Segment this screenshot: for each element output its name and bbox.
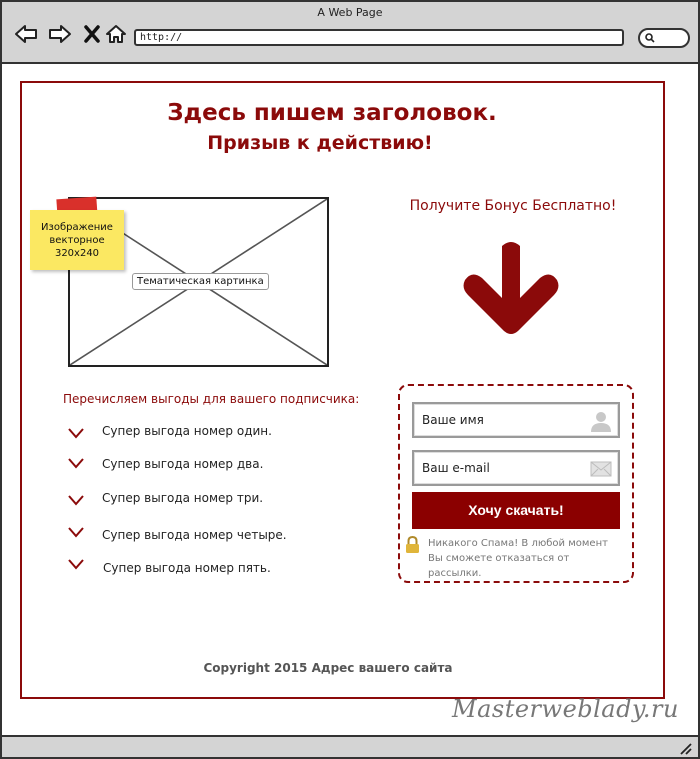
image-caption: Тематическая картинка bbox=[132, 273, 269, 290]
download-button[interactable]: Хочу скачать! bbox=[412, 492, 620, 529]
resize-handle-icon[interactable] bbox=[678, 741, 692, 755]
name-input-placeholder: Ваше имя bbox=[422, 413, 484, 427]
envelope-icon bbox=[590, 458, 612, 480]
watermark: Masterweblady.ru bbox=[452, 695, 679, 723]
sticky-note-line: 320x240 bbox=[54, 248, 100, 259]
email-input-placeholder: Ваш e-mail bbox=[422, 461, 490, 475]
name-input[interactable] bbox=[412, 402, 620, 438]
chevron-down-icon bbox=[68, 457, 84, 469]
sticky-note-line: векторное bbox=[49, 235, 105, 246]
benefit-label: Супер выгода номер четыре. bbox=[102, 528, 287, 542]
benefit-label: Супер выгода номер один. bbox=[102, 424, 272, 438]
home-icon[interactable] bbox=[104, 24, 128, 44]
forward-arrow-icon[interactable] bbox=[48, 24, 72, 44]
email-input[interactable] bbox=[412, 450, 620, 486]
sticky-note-line: Изображение bbox=[41, 222, 113, 233]
chevron-down-icon bbox=[68, 494, 84, 506]
benefit-label: Супер выгода номер пять. bbox=[103, 561, 271, 575]
copyright-text: Copyright 2015 Адрес вашего сайта bbox=[203, 661, 453, 675]
bonus-title: Получите Бонус Бесплатно! bbox=[409, 198, 617, 214]
chevron-down-icon bbox=[68, 558, 84, 570]
user-icon bbox=[590, 410, 612, 432]
arrow-down-icon bbox=[461, 240, 561, 336]
spam-note: Никакого Спама! В любой момент Вы сможете отказаться от рассылки. bbox=[428, 538, 608, 579]
benefits-title: Перечисляем выгоды для вашего подписчика: bbox=[63, 392, 360, 406]
page-subheadline: Призыв к действию! bbox=[207, 132, 433, 154]
chevron-down-icon bbox=[68, 427, 84, 439]
sticky-note bbox=[30, 210, 124, 270]
browser-titlebar bbox=[2, 2, 698, 64]
back-arrow-icon[interactable] bbox=[14, 24, 38, 44]
browser-statusbar bbox=[2, 735, 698, 757]
url-bar[interactable]: http:// bbox=[134, 29, 624, 46]
lock-icon bbox=[405, 536, 420, 554]
browser-search-field[interactable] bbox=[638, 28, 690, 48]
benefit-label: Супер выгода номер три. bbox=[102, 491, 264, 505]
benefit-label: Супер выгода номер два. bbox=[102, 457, 264, 471]
window-title: A Web Page bbox=[317, 6, 383, 19]
search-icon bbox=[645, 33, 655, 43]
page-headline: Здесь пишем заголовок. bbox=[167, 100, 497, 126]
close-icon[interactable] bbox=[80, 24, 104, 44]
chevron-down-icon bbox=[68, 526, 84, 538]
